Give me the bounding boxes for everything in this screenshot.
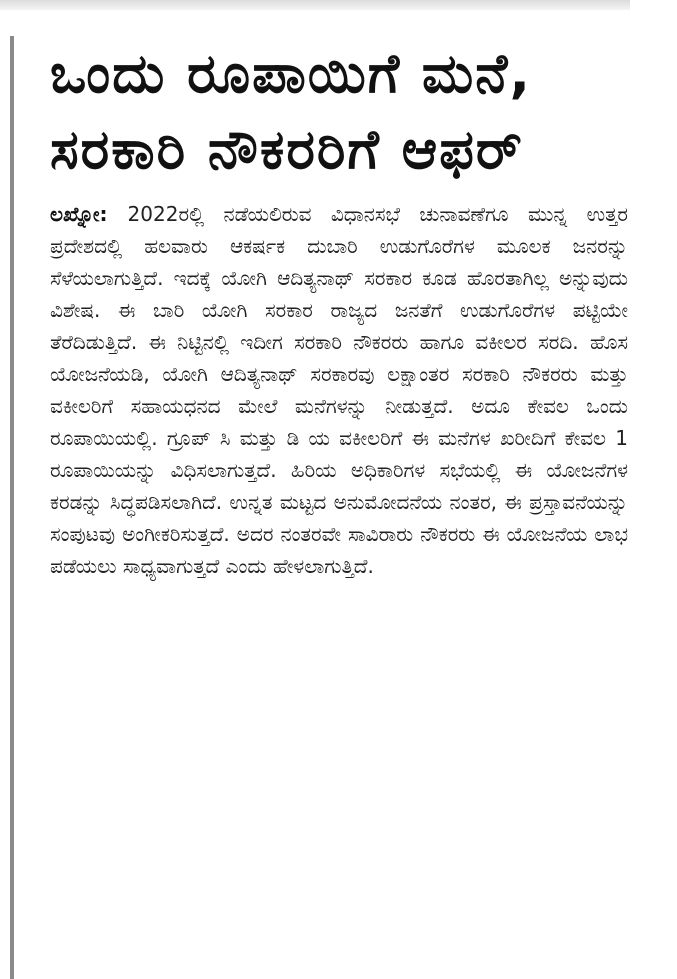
column-rule [10,36,14,979]
top-divider [0,0,630,10]
article-body-text: 2022ರಲ್ಲಿ ನಡೆಯಲಿರುವ ವಿಧಾನಸಭೆ ಚುನಾವಣೆಗೂ ಮುನ್ನ ಉತ್ತರ ಪ್ರದೇಶದಲ್ಲಿ ಹಲವಾರು ಆಕರ್ಷಕ ದುಬಾರಿ ಉಡುಗೊರೆಗಳ ಮೂಲಕ ಜನರನ್ನು ಸೆಳೆಯಲಾಗುತ್ತಿದೆ. ಇದಕ್ಕೆ ಯೋಗಿ ಆದಿತ್ಯನಾಥ್ ಸರಕಾರ ಕೂಡ ಹೊರತಾಗಿಲ್ಲ ಅನ್ನುವುದು ವಿಶೇಷ. ಈ ಬಾರಿ ಯೋಗಿ ಸರಕಾರ ರಾಜ್ಯದ ಜನತೆಗೆ ಉಡುಗೊರೆಗಳ ಪಟ್ಟಿಯೇ ತೆರೆದಿಡುತ್ತಿದೆ. ಈ ನಿಟ್ಟಿನಲ್ಲಿ ಇದೀಗ ಸರಕಾರಿ ನೌಕರರು ಹಾಗೂ ವಕೀಲರ ಸರದಿ. ಹೊಸ ಯೋಜನೆಯಡಿ, ಯೋಗಿ ಆದಿತ್ಯನಾಥ್ ಸರಕಾರವು ಲಕ್ಷಾಂತರ ಸರಕಾರಿ ನೌಕರರು ಮತ್ತು ವಕೀಲರಿಗೆ ಸಹಾಯಧನದ ಮೇಲೆ ಮನೆಗಳನ್ನು ನೀಡುತ್ತದೆ. ಅದೂ ಕೇವಲ ಒಂದು ರೂಪಾಯಿಯಲ್ಲಿ. ಗ್ರೂಪ್ ಸಿ ಮತ್ತು ಡಿ ಯ ವಕೀಲರಿಗೆ ಈ ಮನೆಗಳ ಖರೀದಿಗೆ ಕೇವಲ 1 ರೂಪಾಯಿಯನ್ನು ವಿಧಿಸಲಾಗುತ್ತದೆ. ಹಿರಿಯ ಅಧಿಕಾರಿಗಳ ಸಭೆಯಲ್ಲಿ ಈ ಯೋಜನೆಗಳ ಕರಡನ್ನು ಸಿದ್ಧಪಡಿಸಲಾಗಿದೆ. ಉನ್ನತ ಮಟ್ಟದ ಅನುಮೋದನೆಯ ನಂತರ, ಈ ಪ್ರಸ್ತಾವನೆಯನ್ನು ಸಂಪುಟವು ಅಂಗೀಕರಿಸುತ್ತದೆ. ಅದರ ನಂತರವೇ ಸಾವಿರಾರು ನೌಕರರು ಈ ಯೋಜನೆಯ ಲಾಭ ಪಡೆಯಲು ಸಾಧ್ಯವಾಗುತ್ತದೆ ಎಂದು ಹೇಳಲಾಗುತ್ತಿದೆ. [50,202,629,578]
article-dateline: ಲಖ್ನೋ: [50,202,128,226]
headline-line-2: ಸರಕಾರಿ ನೌಕರರಿಗೆ ಆಫರ್ [50,118,524,181]
headline-line-1: ಒಂದು ರೂಪಾಯಿಗೆ ಮನೆ, [50,42,532,105]
article-body [50,198,628,582]
news-article [50,36,640,582]
article-headline [50,36,640,188]
